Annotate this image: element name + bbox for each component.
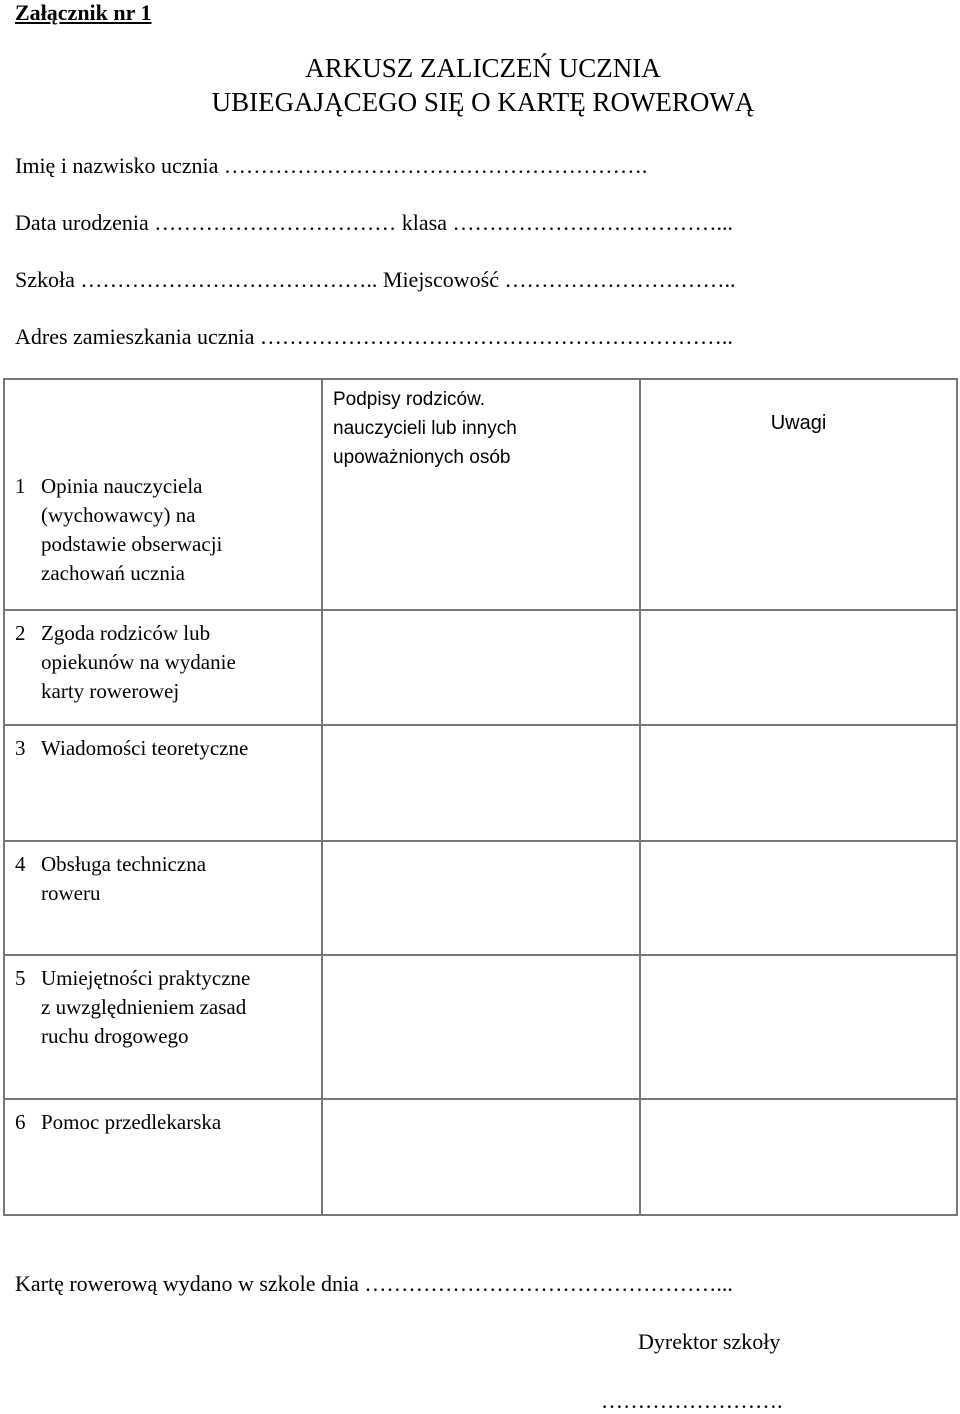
row-number: 3 (15, 736, 26, 760)
remarks-cell (640, 955, 957, 1099)
row-number: 6 (15, 1110, 26, 1134)
remarks-header-cell (640, 379, 957, 610)
table-row (4, 610, 957, 725)
signature-cell (322, 841, 640, 955)
remarks-cell (640, 725, 957, 841)
row-label: z uwzględnieniem zasad (41, 995, 247, 1019)
issue-date-field: Kartę rowerową wydano w szkole dnia …………………………………………... (15, 1271, 733, 1296)
birth-date-class-field: Data urodzenia …………………………… klasa ………………………………... (15, 210, 733, 235)
row-label: Obsługa techniczna (41, 852, 207, 876)
row-label: Zgoda rodziców lub (41, 621, 211, 645)
row-label: roweru (41, 881, 101, 905)
signatures-header-cell (322, 379, 640, 610)
row-1-label-cell (4, 379, 322, 610)
annex-label: Załącznik nr 1 (15, 0, 152, 25)
signature-cell (322, 1099, 640, 1215)
row-label: Wiadomości teoretyczne (41, 736, 249, 760)
student-name-field: Imię i nazwisko ucznia …………………………………………………. (15, 153, 648, 178)
row-label: ruchu drogowego (41, 1024, 189, 1048)
director-label: Dyrektor szkoły (638, 1329, 781, 1354)
signatures-header: Podpisy rodziców. (333, 389, 486, 410)
row-number: 4 (15, 852, 26, 876)
table-row (4, 725, 957, 841)
document-title-line1: ARKUSZ ZALICZEŃ UCZNIA (305, 53, 661, 83)
row-number: 2 (15, 621, 26, 645)
signature-cell (322, 610, 640, 725)
row-3-label-cell (4, 725, 322, 841)
row-label: (wychowawcy) na (41, 503, 196, 527)
row-label: karty rowerowej (41, 679, 180, 703)
director-signature-line: ……………………. (601, 1388, 783, 1413)
table-row (4, 379, 957, 610)
row-label: Pomoc przedlekarska (41, 1110, 222, 1134)
row-4-label-cell (4, 841, 322, 955)
row-2-label-cell (4, 610, 322, 725)
table-row (4, 841, 957, 955)
table-row (4, 955, 957, 1099)
assessment-table (3, 378, 958, 1216)
row-number: 1 (15, 474, 26, 498)
remarks-cell (640, 841, 957, 955)
row-6-label-cell (4, 1099, 322, 1215)
signature-cell (322, 725, 640, 841)
row-label: Umiejętności praktyczne (41, 966, 251, 990)
remarks-header: Uwagi (770, 412, 827, 434)
document-title-line2: UBIEGAJĄCEGO SIĘ O KARTĘ ROWEROWĄ (211, 87, 755, 117)
row-number: 5 (15, 966, 26, 990)
row-5-label-cell (4, 955, 322, 1099)
remarks-cell (640, 1099, 957, 1215)
row-label: zachowań ucznia (41, 561, 185, 585)
row-label: opiekunów na wydanie (41, 650, 236, 674)
signatures-header: nauczycieli lub innych (333, 418, 517, 439)
row-label: Opinia nauczyciela (41, 474, 203, 498)
signature-cell (322, 955, 640, 1099)
address-field: Adres zamieszkania ucznia ……………………………………………………….. (15, 324, 733, 349)
school-town-field: Szkoła ………………………………….. Miejscowość ………………………….. (15, 267, 736, 292)
row-label: podstawie obserwacji (41, 532, 223, 556)
signatures-header: upoważnionych osób (333, 447, 511, 468)
remarks-cell (640, 610, 957, 725)
table-row (4, 1099, 957, 1215)
